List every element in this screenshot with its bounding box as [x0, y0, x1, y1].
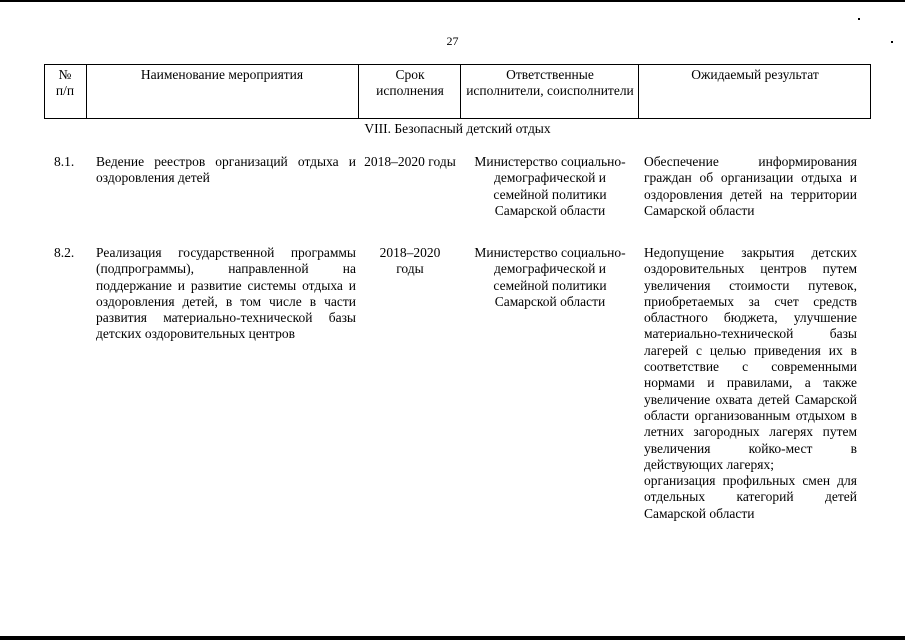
column-divider	[870, 64, 871, 119]
row-activity-name: Реализация государственной программы (подпрограммы), направленной на поддержание и развитие системы отдыха и оздоровления детей, в том числе в части развития материально-технической базы детских оздоровительных центров	[96, 245, 356, 342]
result-paragraph: Недопущение закрытия детских оздоровительных центров путем увеличения стоимости путевок, приобретаемых за счет средств областного бюджета, улучшение материально-технической базы лагерей с целью приведения их в соответствие с современными нормами и правилами, а также увеличение охвата детей Самарской области организованным отдыхом в летних загородных лагерях путем увеличения койко-мест в действующих лагерях;	[644, 245, 857, 472]
row-activity-name: Ведение реестров организаций отдыха и оздоровления детей	[96, 154, 356, 186]
header-bottom-border	[44, 118, 871, 119]
header-responsible: Ответственные исполнители, соисполнители	[466, 67, 634, 98]
scan-speck	[858, 18, 860, 20]
scan-bottom-edge	[0, 636, 905, 640]
table-top-border	[44, 64, 871, 65]
row-responsible: Министерство социально-демографической и семейной политики Самарской области	[474, 245, 626, 309]
row-term: 2018–2020 годы	[364, 154, 456, 169]
row-expected-result	[644, 245, 857, 522]
row-number: 8.2.	[54, 245, 75, 260]
column-divider	[86, 64, 87, 119]
column-divider	[358, 64, 359, 119]
page-number: 27	[446, 34, 459, 48]
section-title: VIII. Безопасный детский отдых	[364, 121, 551, 136]
header-term: Срок исполнения	[376, 67, 444, 98]
result-paragraph: организация профильных смен для отдельных категорий детей Самарской области	[644, 473, 857, 521]
row-responsible: Министерство социально-демографической и семейной политики Самарской области	[474, 154, 626, 218]
column-divider	[460, 64, 461, 119]
row-number: 8.1.	[54, 154, 75, 169]
header-number: № п/п	[55, 67, 75, 98]
row-expected-result: Обеспечение информирования граждан об организации отдыха и оздоровления детей на территории Самарской области	[644, 154, 857, 218]
header-name: Наименование мероприятия	[140, 67, 304, 82]
row-term: 2018–2020 годы	[379, 245, 441, 277]
column-divider	[638, 64, 639, 119]
header-result: Ожидаемый результат	[691, 67, 819, 82]
scan-top-edge	[0, 0, 905, 2]
